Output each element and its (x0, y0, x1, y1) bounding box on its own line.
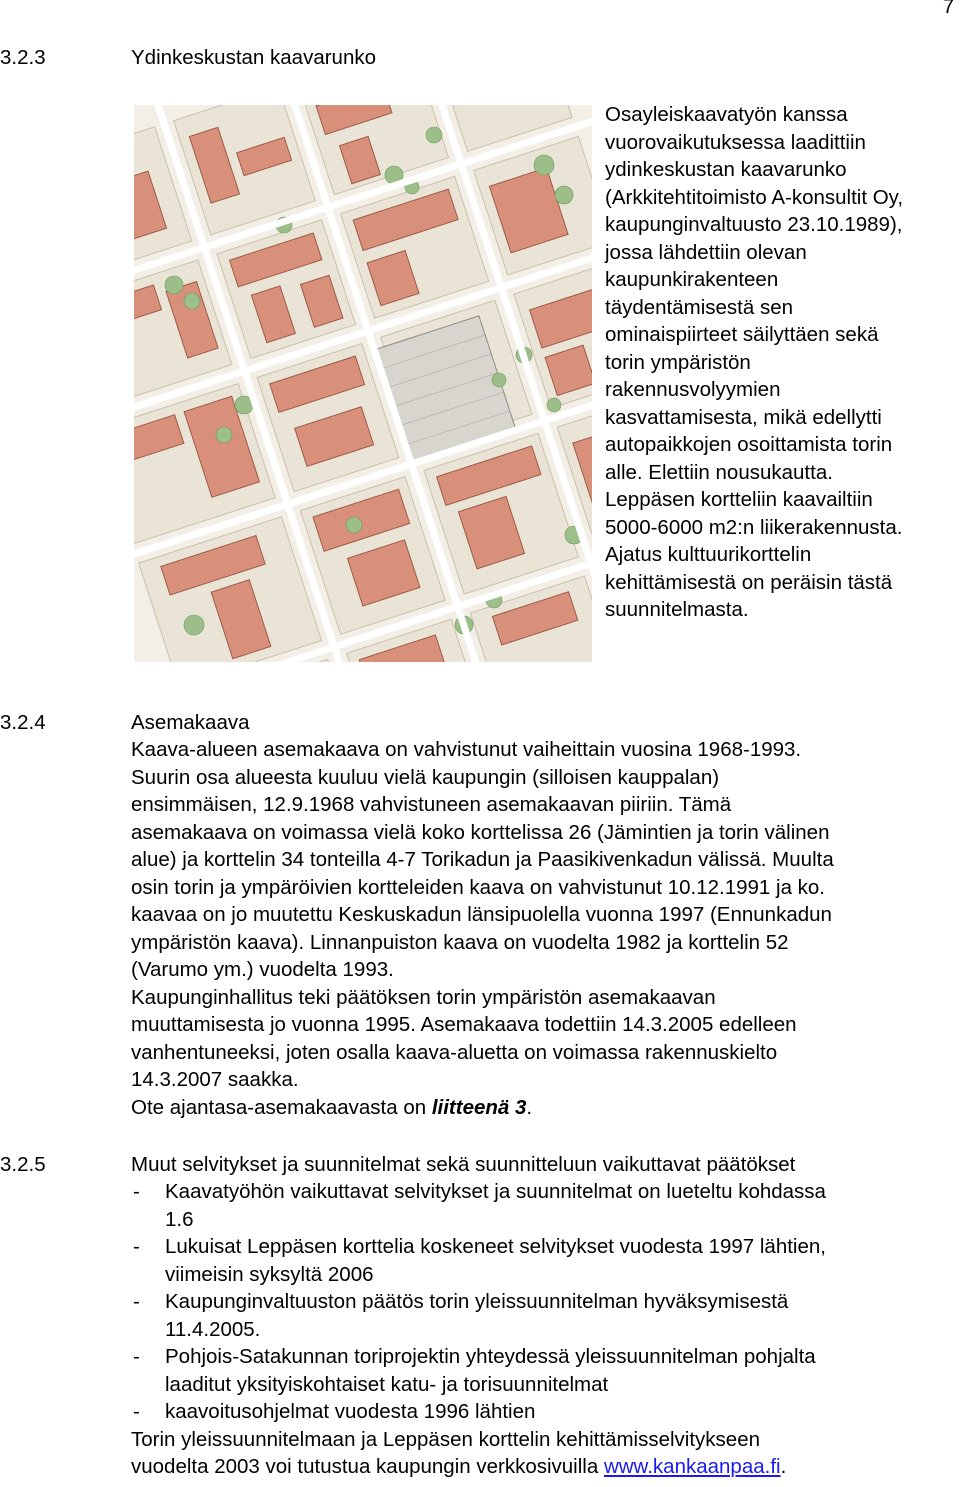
town-plan-drawing (134, 105, 592, 662)
list-item: - Kaupunginvaltuuston päätös torin yleissuunnitelman hyväksymisestä 11.4.2005. (131, 1288, 960, 1343)
section-324-body (131, 736, 960, 1121)
town-plan-sketch-image (134, 105, 592, 662)
website-link[interactable]: www.kankaanpaa.fi (603, 1455, 781, 1478)
section-324-title: Asemakaava (131, 711, 250, 734)
section-323-description: Osayleiskaavatyön kanssa vuorovaikutuksessa laadittiin ydinkeskustan kaavarunko (Arkkitehtitoimisto A-konsultit Oy, kaupunginvaltuusto 23.10.1989), jossa lähdettiin olevan kaupunkirakenteen täydentämisestä sen ominaispiirteet säilyttäen sekä torin ympäristön rakennusvolyymien kasvattamisesta, mikä edellytti autopaikkojen osoittamista torin alle. Elettiin nousukautta. Leppäsen kortteliin kaavailtiin 5000-6000 m2:n liikerakennusta. Ajatus kulttuurikorttelin kehittämisestä on peräisin tästä suunnitelmasta. (605, 103, 904, 621)
section-324-paragraph-2: Kaupunginhallitus teki päätöksen torin ympäristön asemakaavan muuttamisesta jo vuonna 1995. Asemakaava todettiin 14.3.2005 edelleen vanhentuneeksi, joten osalla kaava-aluetta on voimassa rakennuskielto 14.3.2007 saakka. (131, 985, 797, 1091)
list-item: - Pohjois-Satakunnan toriprojektin yhteydessä yleissuunnitelman pohjalta laaditut yksityiskohtaiset katu- ja torisuunnitelmat (131, 1343, 960, 1398)
section-324-number: 3.2.4 (0, 711, 46, 734)
section-325-body (131, 1178, 960, 1481)
section-323-number: 3.2.3 (0, 46, 46, 69)
section-325-title: Muut selvitykset ja suunnitelmat sekä suunnitteluun vaikuttavat päätökset (131, 1153, 796, 1176)
section-324-paragraph-3 (131, 1094, 960, 1122)
section-324-paragraph-1: Kaava-alueen asemakaava on vahvistunut vaiheittain vuosina 1968-1993. Suurin osa alueesta kuuluu vielä kaupungin (silloisen kauppalan) ensimmäisen, 12.9.1968 vahvistuneen asemakaavan piiriin. Tämä asemakaava on voimassa vielä koko korttelissa 26 (Jämintien ja torin välinen alue) ja korttelin 34 tonteilla 4-7 Torikadun ja Paasikivenkadun välissä. Muulta osin torin ja ympäröivien kortteleiden kaava on vahvistunut 10.12.1991 ja ko. kaavaa on jo muutettu Keskuskadun länsipuolella vuonna 1997 (Ennunkadun ympäristön kaava). Linnanpuiston kaava on vuodelta 1982 ja korttelin 52 (Varumo ym.) vuodelta 1993. (131, 738, 834, 981)
appendix-reference-emphasis: liitteenä 3 (431, 1095, 527, 1119)
section-325-number: 3.2.5 (0, 1153, 46, 1176)
list-item: - kaavoitusohjelmat vuodesta 1996 lähtien (131, 1398, 960, 1426)
closing-paragraph (131, 1426, 960, 1481)
document-list (131, 1178, 960, 1426)
appendix-reference-suffix: . (526, 1095, 533, 1119)
list-item: - Lukuisat Leppäsen korttelia koskeneet selvitykset vuodesta 1997 lähtien, viimeisin syksyltä 2006 (131, 1233, 960, 1288)
closing-text: Torin yleissuunnitelmaan ja Leppäsen korttelin kehittämisselvitykseen vuodelta 2003 voi tutustua kaupungin verkkosivuilla (131, 1427, 760, 1478)
page-number: 7 (942, 0, 954, 18)
closing-suffix: . (780, 1455, 787, 1478)
appendix-reference-text: Ote ajantasa-asemakaavasta on (131, 1095, 432, 1119)
list-item: - Kaavatyöhön vaikuttavat selvitykset ja suunnitelmat on lueteltu kohdassa 1.6 (131, 1178, 960, 1233)
section-323-title: Ydinkeskustan kaavarunko (131, 46, 377, 69)
